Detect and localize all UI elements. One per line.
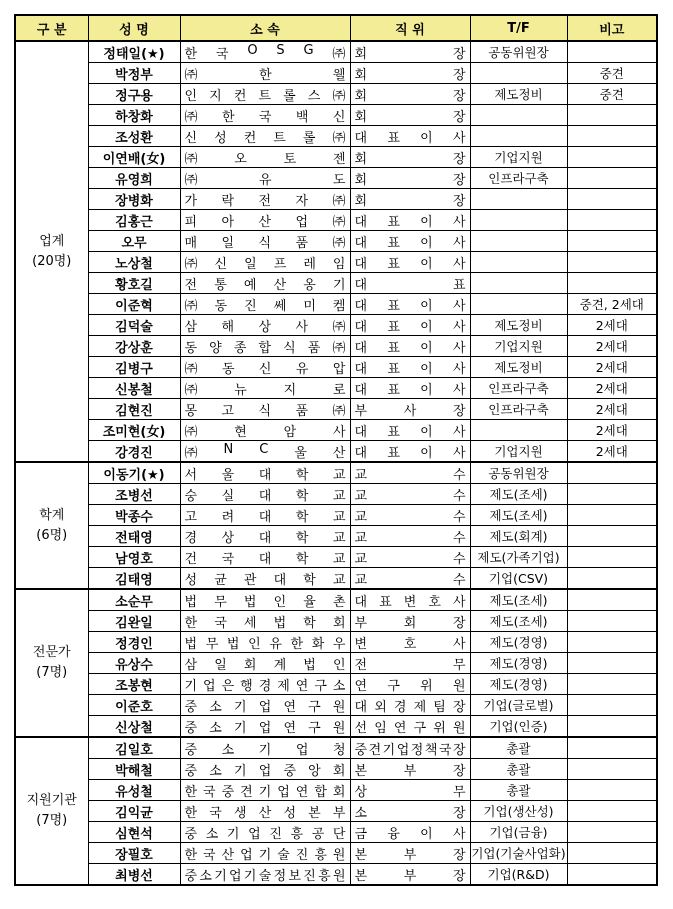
member-note: [567, 526, 657, 547]
member-taskforce: 제도(가족기업): [470, 547, 567, 568]
member-position: 대 표 이 사: [350, 378, 470, 399]
member-name: 김덕술: [88, 315, 180, 336]
member-name: 김현진: [88, 399, 180, 420]
member-name: 황호길: [88, 273, 180, 294]
member-position: 대 표 이 사: [350, 252, 470, 273]
member-position: 교 수: [350, 547, 470, 568]
member-taskforce: 기업지원: [470, 147, 567, 168]
member-affiliation: 경 상 대 학 교: [180, 526, 350, 547]
category-label: 지원기관: [26, 793, 77, 808]
member-name: 유영희: [88, 168, 180, 189]
member-affiliation: 한 국 생 산 성 본 부: [180, 801, 350, 822]
member-note: [567, 189, 657, 210]
member-affiliation: 전 통 예 산 옹 기: [180, 273, 350, 294]
category-label: 학계: [39, 507, 65, 523]
member-note: 2세대: [567, 441, 657, 463]
member-position: 교 수: [350, 484, 470, 505]
member-taskforce: [470, 189, 567, 210]
member-name: 심현석: [88, 822, 180, 843]
member-position: 회 장: [350, 41, 470, 63]
member-taskforce: 총괄: [470, 780, 567, 801]
member-position: 회 장: [350, 63, 470, 84]
member-note: [567, 273, 657, 294]
member-note: [567, 611, 657, 632]
member-position: 대 표 이 사: [350, 126, 470, 147]
table-row: [15, 147, 657, 168]
member-taskforce: 공동위원장: [470, 462, 567, 484]
member-position: 대 표 이 사: [350, 441, 470, 463]
member-name: 오무: [88, 231, 180, 252]
member-position: 교 수: [350, 526, 470, 547]
table-row: [15, 41, 657, 63]
member-affiliation: 법 무 법 인 율 촌: [180, 589, 350, 611]
table-row: [15, 252, 657, 273]
member-taskforce: 기업(기술사업화): [470, 843, 567, 864]
member-position: 부 회 장: [350, 611, 470, 632]
member-note: [567, 462, 657, 484]
member-affiliation: 중 소 기 업 진 흥 공 단: [180, 822, 350, 843]
member-name: 박정부: [88, 63, 180, 84]
header-row: [15, 15, 657, 41]
member-note: 2세대: [567, 315, 657, 336]
member-note: [567, 105, 657, 126]
member-note: [567, 147, 657, 168]
table-row: [15, 399, 657, 420]
table-row: [15, 168, 657, 189]
member-affiliation: 중 소 기 업 연 구 원: [180, 716, 350, 738]
member-affiliation: 고 려 대 학 교: [180, 505, 350, 526]
table-row: [15, 611, 657, 632]
member-note: [567, 231, 657, 252]
table-row: [15, 462, 657, 484]
member-position: 회 장: [350, 189, 470, 210]
member-name: 하창화: [88, 105, 180, 126]
member-taskforce: 제도(회계): [470, 526, 567, 547]
member-position: 선 임 연 구 위 원: [350, 716, 470, 738]
member-taskforce: [470, 210, 567, 231]
member-taskforce: 인프라구축: [470, 168, 567, 189]
member-note: [567, 801, 657, 822]
member-affiliation: 매 일 식 품 ㈜: [180, 231, 350, 252]
table-row: [15, 547, 657, 568]
member-affiliation: 서 울 대 학 교: [180, 462, 350, 484]
member-position: 소 장: [350, 801, 470, 822]
member-name: 장병화: [88, 189, 180, 210]
member-affiliation: 피 아 산 업 ㈜: [180, 210, 350, 231]
member-affiliation: 신 성 컨 트 롤 ㈜: [180, 126, 350, 147]
member-affiliation: 중 소 기 업 청: [180, 737, 350, 759]
member-position: 교 수: [350, 462, 470, 484]
member-taskforce: [470, 294, 567, 315]
member-affiliation: 중 소 기 업 기 술 정 보 진 흥 원: [180, 864, 350, 886]
table-row: [15, 63, 657, 84]
member-affiliation: 성 균 관 대 학 교: [180, 568, 350, 590]
member-taskforce: [470, 252, 567, 273]
member-note: 2세대: [567, 399, 657, 420]
member-affiliation: 중 소 기 업 중 앙 회: [180, 759, 350, 780]
table-row: [15, 526, 657, 547]
member-name: 조병선: [88, 484, 180, 505]
member-name: 김익균: [88, 801, 180, 822]
member-affiliation: 법 무 법 인 유 한 화 우: [180, 632, 350, 653]
member-taskforce: [470, 63, 567, 84]
member-note: [567, 843, 657, 864]
member-taskforce: 제도(경영): [470, 674, 567, 695]
header-position: 직 위: [350, 15, 470, 41]
category-count: (6명): [36, 527, 68, 543]
member-position: 대 표 이 사: [350, 315, 470, 336]
table-row: [15, 864, 657, 886]
table-row: [15, 505, 657, 526]
member-note: [567, 252, 657, 273]
member-taskforce: 제도(조세): [470, 505, 567, 526]
member-note: [567, 695, 657, 716]
member-taskforce: 인프라구축: [470, 378, 567, 399]
member-taskforce: 기업(금융): [470, 822, 567, 843]
member-position: 본 부 장: [350, 864, 470, 886]
member-name: 김일호: [88, 737, 180, 759]
member-taskforce: 제도(조세): [470, 484, 567, 505]
member-taskforce: 제도정비: [470, 315, 567, 336]
member-taskforce: 기업(글로벌): [470, 695, 567, 716]
member-note: 중견: [567, 84, 657, 105]
table-row: [15, 357, 657, 378]
table-row: [15, 716, 657, 738]
member-position: 중 견 기 업 정 책 국 장: [350, 737, 470, 759]
member-affiliation: ㈜ 신 일 프 레 임: [180, 252, 350, 273]
table-row: [15, 632, 657, 653]
member-note: [567, 41, 657, 63]
member-name: 이준혁: [88, 294, 180, 315]
table-row: [15, 84, 657, 105]
member-affiliation: 한 국 세 법 학 회: [180, 611, 350, 632]
member-affiliation: ㈜ 현 암 사: [180, 420, 350, 441]
member-note: [567, 780, 657, 801]
table-row: [15, 294, 657, 315]
member-name: 김태영: [88, 568, 180, 590]
member-position: 대 표 이 사: [350, 210, 470, 231]
member-affiliation: 가 락 전 자 ㈜: [180, 189, 350, 210]
table-row: [15, 737, 657, 759]
member-name: 이준호: [88, 695, 180, 716]
header-affiliation: 소 속: [180, 15, 350, 41]
member-name: 전태영: [88, 526, 180, 547]
member-note: [567, 716, 657, 738]
member-note: 2세대: [567, 336, 657, 357]
table-row: [15, 126, 657, 147]
category-cell: [15, 462, 88, 589]
member-note: [567, 737, 657, 759]
member-name: 조미현(女): [88, 420, 180, 441]
member-affiliation: 인 지 컨 트 롤 스 ㈜: [180, 84, 350, 105]
member-note: [567, 759, 657, 780]
member-name: 김완일: [88, 611, 180, 632]
member-name: 조봉현: [88, 674, 180, 695]
header-taskforce: T/F: [470, 15, 567, 41]
member-name: 신봉철: [88, 378, 180, 399]
table-row: [15, 568, 657, 590]
member-affiliation: 몽 고 식 품 ㈜: [180, 399, 350, 420]
table-row: [15, 843, 657, 864]
table-row: [15, 420, 657, 441]
member-note: 2세대: [567, 357, 657, 378]
member-affiliation: ㈜ 한 웰: [180, 63, 350, 84]
header-note: 비고: [567, 15, 657, 41]
header-name: 성 명: [88, 15, 180, 41]
member-taskforce: [470, 420, 567, 441]
member-taskforce: 제도(경영): [470, 632, 567, 653]
member-taskforce: 기업지원: [470, 441, 567, 463]
member-position: 본 부 장: [350, 759, 470, 780]
member-name: 강경진: [88, 441, 180, 463]
member-position: 상 무: [350, 780, 470, 801]
table-row: [15, 336, 657, 357]
member-affiliation: ㈜ 동 진 쎄 미 켐: [180, 294, 350, 315]
member-name: 정경인: [88, 632, 180, 653]
member-affiliation: 한 국 O S G ㈜: [180, 41, 350, 63]
member-affiliation: ㈜ 동 신 유 압: [180, 357, 350, 378]
header-category: 구 분: [15, 15, 88, 41]
member-table-wrapper: [14, 14, 658, 886]
member-position: 전 무: [350, 653, 470, 674]
member-name: 남영호: [88, 547, 180, 568]
member-note: [567, 568, 657, 590]
table-row: [15, 441, 657, 463]
member-note: [567, 864, 657, 886]
member-name: 정구용: [88, 84, 180, 105]
member-taskforce: 인프라구축: [470, 399, 567, 420]
table-row: [15, 801, 657, 822]
member-taskforce: [470, 105, 567, 126]
table-row: [15, 273, 657, 294]
member-taskforce: 제도(조세): [470, 589, 567, 611]
member-taskforce: 공동위원장: [470, 41, 567, 63]
table-row: [15, 189, 657, 210]
member-position: 대 표: [350, 273, 470, 294]
member-name: 김병구: [88, 357, 180, 378]
member-taskforce: 기업(인증): [470, 716, 567, 738]
member-affiliation: 기 업 은 행 경 제 연 구 소: [180, 674, 350, 695]
member-name: 소순무: [88, 589, 180, 611]
member-name: 정태일(★): [88, 41, 180, 63]
member-note: [567, 210, 657, 231]
member-note: 중견: [567, 63, 657, 84]
member-affiliation: 한 국 산 업 기 술 진 흥 원: [180, 843, 350, 864]
member-taskforce: 기업(CSV): [470, 568, 567, 590]
table-row: [15, 759, 657, 780]
member-taskforce: 제도정비: [470, 84, 567, 105]
member-note: 2세대: [567, 378, 657, 399]
member-affiliation: 건 국 대 학 교: [180, 547, 350, 568]
member-note: [567, 632, 657, 653]
member-note: [567, 126, 657, 147]
member-name: 조성환: [88, 126, 180, 147]
member-affiliation: ㈜ 유 도: [180, 168, 350, 189]
member-position: 대 표 이 사: [350, 294, 470, 315]
member-affiliation: ㈜ N C 울 산: [180, 441, 350, 463]
member-affiliation: 동 양 종 합 식 품 ㈜: [180, 336, 350, 357]
member-note: 2세대: [567, 420, 657, 441]
member-note: [567, 168, 657, 189]
table-row: [15, 780, 657, 801]
member-position: 회 장: [350, 147, 470, 168]
member-name: 최병선: [88, 864, 180, 886]
member-affiliation: 삼 일 회 계 법 인: [180, 653, 350, 674]
member-position: 대 표 이 사: [350, 231, 470, 252]
table-body: [15, 41, 657, 885]
member-name: 이연배(女): [88, 147, 180, 168]
member-affiliation: 삼 해 상 사 ㈜: [180, 315, 350, 336]
member-position: 교 수: [350, 568, 470, 590]
member-name: 강상훈: [88, 336, 180, 357]
category-count: (7명): [36, 813, 68, 828]
member-note: [567, 653, 657, 674]
member-affiliation: ㈜ 뉴 지 로: [180, 378, 350, 399]
member-position: 회 장: [350, 105, 470, 126]
member-name: 유성철: [88, 780, 180, 801]
member-note: [567, 674, 657, 695]
member-note: [567, 484, 657, 505]
category-cell: [15, 41, 88, 462]
category-cell: [15, 589, 88, 737]
category-count: (20명): [32, 253, 72, 269]
category-cell: [15, 737, 88, 885]
member-position: 본 부 장: [350, 843, 470, 864]
category-label: 업계: [39, 233, 65, 249]
member-note: 중견, 2세대: [567, 294, 657, 315]
member-note: [567, 589, 657, 611]
table-row: [15, 231, 657, 252]
member-note: [567, 547, 657, 568]
member-taskforce: [470, 273, 567, 294]
table-row: [15, 674, 657, 695]
member-note: [567, 505, 657, 526]
member-position: 대 외 경 제 팀 장: [350, 695, 470, 716]
member-affiliation: ㈜ 오 토 젠: [180, 147, 350, 168]
table-row: [15, 378, 657, 399]
table-row: [15, 589, 657, 611]
member-name: 장필호: [88, 843, 180, 864]
member-taskforce: 총괄: [470, 737, 567, 759]
member-position: 변 호 사: [350, 632, 470, 653]
member-position: 대 표 이 사: [350, 336, 470, 357]
table-row: [15, 105, 657, 126]
member-affiliation: 중 소 기 업 연 구 원: [180, 695, 350, 716]
category-label: 전문가: [32, 645, 71, 660]
member-name: 박해철: [88, 759, 180, 780]
member-affiliation: 숭 실 대 학 교: [180, 484, 350, 505]
table-row: [15, 695, 657, 716]
member-position: 회 장: [350, 84, 470, 105]
member-position: 회 장: [350, 168, 470, 189]
table-row: [15, 653, 657, 674]
table-row: [15, 822, 657, 843]
member-position: 대 표 이 사: [350, 357, 470, 378]
member-taskforce: 기업(R&D): [470, 864, 567, 886]
member-taskforce: 기업지원: [470, 336, 567, 357]
member-affiliation: 한 국 중 견 기 업 연 합 회: [180, 780, 350, 801]
table-row: [15, 210, 657, 231]
member-taskforce: 제도정비: [470, 357, 567, 378]
member-position: 대 표 이 사: [350, 420, 470, 441]
member-note: [567, 822, 657, 843]
member-taskforce: 기업(생산성): [470, 801, 567, 822]
member-name: 노상철: [88, 252, 180, 273]
table-row: [15, 315, 657, 336]
member-name: 김홍근: [88, 210, 180, 231]
member-taskforce: 제도(경영): [470, 653, 567, 674]
member-taskforce: [470, 231, 567, 252]
member-taskforce: [470, 126, 567, 147]
table-row: [15, 484, 657, 505]
member-name: 이동기(★): [88, 462, 180, 484]
member-name: 유상수: [88, 653, 180, 674]
category-count: (7명): [36, 665, 68, 680]
member-position: 부 사 장: [350, 399, 470, 420]
member-position: 대 표 변 호 사: [350, 589, 470, 611]
member-affiliation: ㈜ 한 국 백 신: [180, 105, 350, 126]
member-position: 금 융 이 사: [350, 822, 470, 843]
member-position: 연 구 위 원: [350, 674, 470, 695]
member-taskforce: 제도(조세): [470, 611, 567, 632]
committee-member-table: [14, 14, 658, 886]
member-name: 박종수: [88, 505, 180, 526]
member-position: 교 수: [350, 505, 470, 526]
member-taskforce: 총괄: [470, 759, 567, 780]
member-name: 신상철: [88, 716, 180, 738]
